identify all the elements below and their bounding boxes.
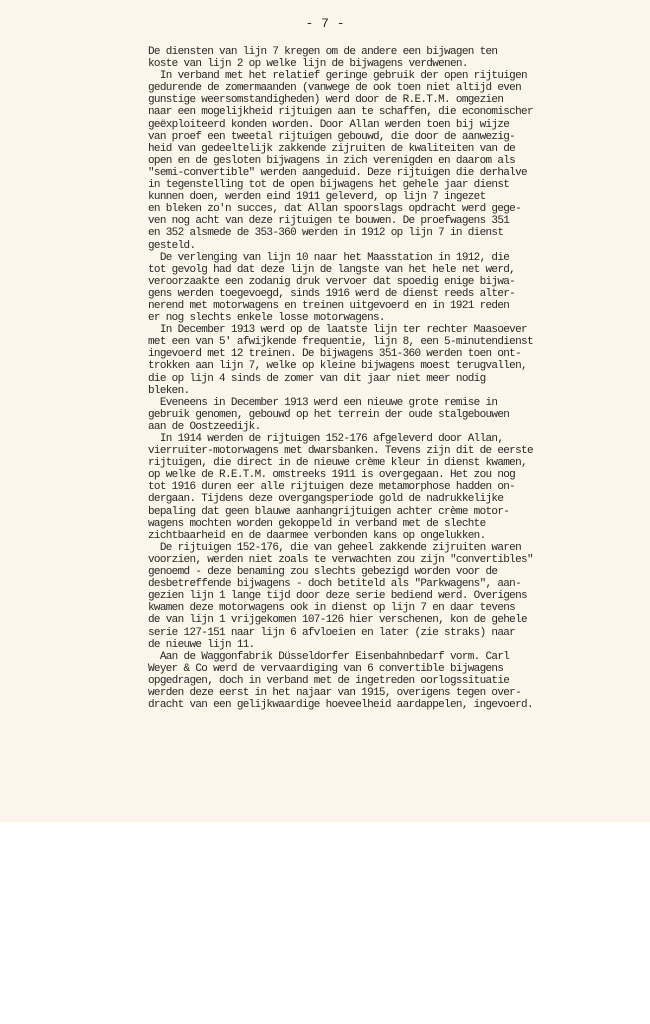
text-line: geëxploiteerd konden worden. Door Allan werden toen bij wijze <box>148 118 510 131</box>
text-line: gunstige weersomstandigheden) werd door de R.E.T.M. omgezien <box>148 94 504 107</box>
text-line: In verband met het relatief geringe gebruik der open rijtuigen <box>148 70 527 83</box>
text-line: kwamen deze motorwagens ook in dienst op lijn 7 en daar tevens <box>148 602 516 615</box>
text-line: aan de Oostzeedijk. <box>148 420 261 433</box>
text-line: van proef een tweetal rijtuigen gebouwd, die door de aanwezig- <box>148 130 516 143</box>
text-line: open en de gesloten bijwagens in zich verenigden en daarom als <box>148 154 516 167</box>
text-line: In 1914 werden de rijtuigen 152-176 afgeleverd door Allan, <box>148 433 504 445</box>
text-line: vierruiter-motorwagens met dwarsbanken. Tevens zijn dit de eerste <box>148 445 533 458</box>
text-line: ven nog acht van deze rijtuigen te bouwen. De proefwagens 351 <box>148 215 510 228</box>
text-line: zichtbaarheid en de daarmee verbonden kans op ongelukken. <box>148 529 486 542</box>
text-line: voorzien, werden niet zoals te verwachten zou zijn "convertibles" <box>148 553 533 566</box>
text-line: opgedragen, doch in verband met de ingetreden oorlogssituatie <box>148 674 510 687</box>
text-line: en 352 alsmede de 353-360 werden in 1912 op lijn 7 in dienst <box>148 227 504 240</box>
text-line: naar een mogelijkheid rijtuigen aan te schaffen, die economischer <box>148 106 533 119</box>
text-line: De diensten van lijn 7 kregen om de andere een bijwagen ten <box>148 46 498 58</box>
text-line: gezien lijn 1 lange tijd door deze serie bediend werd. Overigens <box>148 590 527 603</box>
text-line: werden deze eerst in het najaar van 1915, overigens tegen over- <box>148 686 522 699</box>
text-line: Aan de Waggonfabrik Düsseldorfer Eisenbahnbedarf vorm. Carl <box>148 650 510 663</box>
text-line: kunnen doen, werden eind 1911 geleverd, op lijn 7 ingezet <box>148 191 486 204</box>
text-line: genoemd - deze benaming zou slechts gebezigd worden voor de <box>148 566 498 579</box>
text-line: de nieuwe lijn 11. <box>148 638 255 651</box>
text-line: ingevoerd met 12 treinen. De bijwagens 351-360 werden toen ont- <box>148 348 522 361</box>
text-line: "semi-convertible" werden aangeduid. Deze rijtuigen die derhalve <box>148 166 527 179</box>
text-line: en bleken zo'n succes, dat Allan spoorslags opdracht werd gege- <box>148 203 522 216</box>
text-line: koste van lijn 2 op welke lijn de bijwagens verdwenen. <box>148 58 468 71</box>
text-line: tot gevolg had dat deze lijn de langste van het hele net werd, <box>148 263 516 276</box>
text-line: bleken. <box>148 384 190 397</box>
text-line: rijtuigen, die direct in de nieuwe crème kleur in dienst kwamen, <box>148 457 527 470</box>
text-line: veroorzaakte een zodanig druk vervoer dat spoedig enige bijwa- <box>148 275 516 288</box>
text-line: wagens mochten worden gekoppeld in verband met de slechte <box>148 517 486 530</box>
text-line: nerend met motorwagens en treinen uitgevoerd en in 1921 reden <box>148 299 510 312</box>
page-number: - 7 - <box>305 16 345 31</box>
text-line: trokken aan lijn 7, welke op kleine bijwagens moest terugvallen, <box>148 360 527 373</box>
text-line: desbetreffende bijwagens - doch betiteld als "Parkwagens", aan- <box>148 578 522 591</box>
text-line: de van lijn 1 vrijgekomen 107-126 hier verschenen, kon de gehele <box>148 614 527 627</box>
text-line: dracht van een gelijkwaardige hoeveelheid aardappelen, ingevoerd. <box>148 699 533 712</box>
text-line: heid van gedeeltelijk zakkende zijruiten de kwaliteiten van de <box>148 142 516 155</box>
text-line: op welke de R.E.T.M. omstreeks 1911 is overgegaan. Het zou nog <box>148 469 516 482</box>
text-line: serie 127-151 naar lijn 6 afvloeien en later (zie straks) naar <box>148 626 516 639</box>
body-text <box>148 46 643 711</box>
text-line: Eveneens in December 1913 werd een nieuwe grote remise in <box>148 396 498 409</box>
text-line: Weyer & Co werd de vervaardiging van 6 convertible bijwagens <box>148 662 504 675</box>
text-line: dergaan. Tijdens deze overgangsperiode gold de nadrukkelijke <box>148 493 504 506</box>
text-line: gens werden toegevoegd, sinds 1916 werd de dienst reeds alter- <box>148 287 516 300</box>
text-line: tot 1916 duren eer alle rijtuigen deze metamorphose hadden on- <box>148 481 516 494</box>
text-line: De verlenging van lijn 10 naar het Maasstation in 1912, die <box>148 251 510 264</box>
text-line: gesteld. <box>148 239 196 252</box>
text-line: bepaling dat geen blauwe aanhangrijtuigen achter crème motor- <box>148 505 510 518</box>
text-line: De rijtuigen 152-176, die van geheel zakkende zijruiten waren <box>148 541 522 554</box>
text-line: gebruik genomen, gebouwd op het terrein der oude stalgebouwen <box>148 408 510 421</box>
text-line: in tegenstelling tot de open bijwagens het gehele jaar dienst <box>148 179 510 192</box>
text-line: gedurende de zomermaanden (vanwege de ook toen niet altijd even <box>148 82 522 95</box>
text-line: In December 1913 werd op de laatste lijn ter rechter Maasoever <box>148 324 527 337</box>
text-line: er nog slechts enkele losse motorwagens. <box>148 312 385 325</box>
text-line: die op lijn 4 sinds de zomer van dit jaar niet meer nodig <box>148 372 486 385</box>
text-line: met een van 5' afwijkende frequentie, lijn 8, een 5-minutendienst <box>148 336 533 349</box>
